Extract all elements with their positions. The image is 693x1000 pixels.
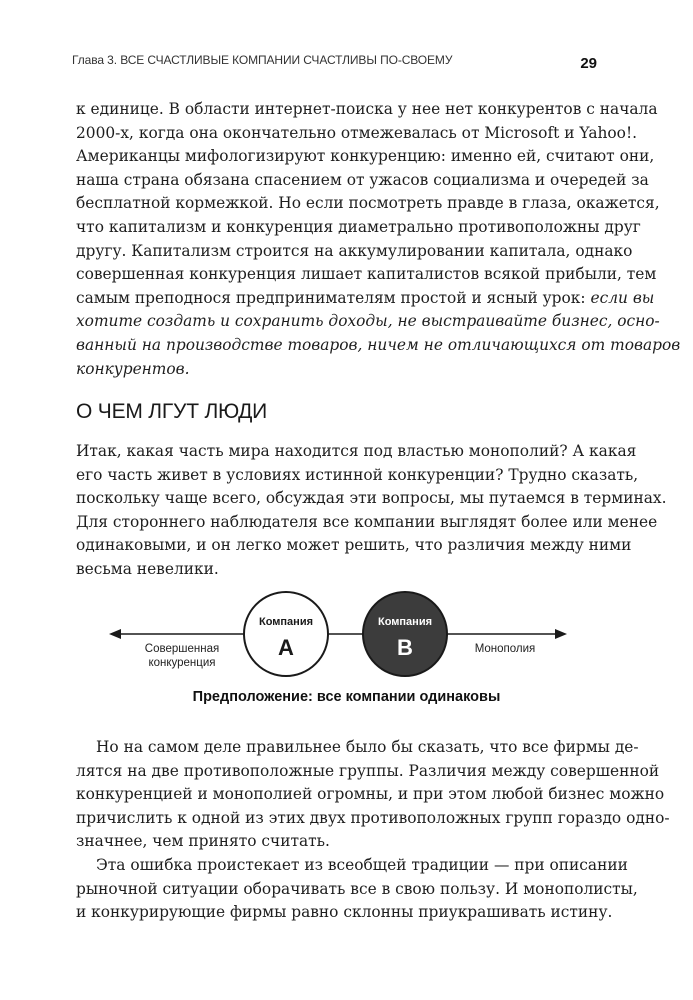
text-line: весьма невелики.	[76, 559, 219, 578]
spectrum-axis	[109, 629, 567, 639]
paragraph-4	[76, 854, 638, 925]
company-b-node	[363, 592, 447, 676]
left-label-line1: Совершенная	[144, 643, 220, 655]
company-a-label: Компания	[258, 616, 314, 628]
text-line: одинаковыми, и он легко может решить, что различия между ними	[76, 536, 632, 555]
page-number: 29	[580, 55, 597, 72]
text-line: Эта ошибка проистекает из всеобщей традиции — при описании	[96, 856, 628, 874]
text-line: Итак, какая часть мира находится под властью монополий? А какая	[76, 442, 637, 460]
text-line: 2000-х, когда она окончательно отмежевалась от Microsoft и Yahoo!.	[76, 123, 638, 142]
text-line: Американцы мифологизируют конкуренцию: именно ей, считают они,	[76, 147, 655, 166]
text-line: поскольку чаще всего, обсуждая эти вопросы, мы путаемся в терминах.	[76, 489, 667, 508]
paragraph-1	[76, 98, 681, 381]
text-line: его часть живет в условиях истинной конкуренции? Трудно сказать,	[76, 465, 639, 484]
left-arrow-icon	[109, 629, 121, 639]
text-line: другу. Капитализм строится на аккумулировании капитала, однако	[76, 241, 633, 260]
italic-line: конкурентов.	[76, 359, 190, 378]
text-line: совершенная конкуренция лишает капиталистов всякой прибыли, тем	[76, 265, 657, 284]
right-arrow-icon	[555, 629, 567, 639]
section-title: О ЧЕМ ЛГУТ ЛЮДИ	[76, 400, 268, 423]
diagram-caption: Предположение: все компании одинаковы	[192, 689, 501, 705]
left-label-line2: конкуренция	[148, 657, 216, 669]
text-line: лятся на две противоположные группы. Различия между совершенной	[76, 761, 660, 780]
italic-line: ванный на производстве товаров, ничем не отличающихся от товаров	[76, 335, 681, 354]
italic-segment: если вы	[590, 288, 655, 307]
text-line-mixed	[76, 287, 655, 311]
text-line: Но на самом деле правильнее было бы сказать, что все фирмы де-	[96, 738, 639, 756]
text-line: наша страна обязана спасением от ужасов социализма и очередей за	[76, 170, 649, 189]
text-line: значнее, чем принято считать.	[76, 832, 330, 851]
text-line: Для стороннего наблюдателя все компании выглядят более или менее	[76, 512, 658, 531]
text-line: что капитализм и конкуренция диаметрально противоположны друг	[76, 217, 641, 236]
running-header: Глава 3. ВСЕ СЧАСТЛИВЫЕ КОМПАНИИ СЧАСТЛИВЫ ПО-СВОЕМУ	[72, 53, 453, 67]
italic-line: хотите создать и сохранить доходы, не выстраивайте бизнес, осно-	[76, 312, 660, 331]
text-line: бесплатной кормежкой. Но если посмотреть правде в глаза, окажется,	[76, 194, 660, 213]
company-a-letter: A	[278, 635, 294, 660]
paragraph-3	[76, 736, 670, 854]
company-a-circle	[244, 592, 328, 676]
company-a-node	[244, 592, 328, 676]
right-label: Монополия	[474, 643, 536, 655]
paragraph-2	[76, 440, 667, 582]
company-b-letter: B	[397, 635, 413, 660]
company-b-label: Компания	[377, 616, 433, 628]
text-line: конкуренцией и монополией огромны, и при этом любой бизнес можно	[76, 785, 665, 804]
text-line: рыночной ситуации оборачивать все в свою пользу. И монополисты,	[76, 879, 638, 898]
company-b-circle	[363, 592, 447, 676]
text-line: причислить к одной из этих двух противоположных групп гораздо одно-	[76, 808, 670, 827]
text-line: и конкурирующие фирмы равно склонны приукрашивать истину.	[76, 903, 613, 922]
text-line: к единице. В области интернет-поиска у нее нет конкурентов с начала	[76, 100, 658, 118]
text-segment: самым преподнося предпринимателям простой и ясный урок:	[76, 288, 591, 307]
